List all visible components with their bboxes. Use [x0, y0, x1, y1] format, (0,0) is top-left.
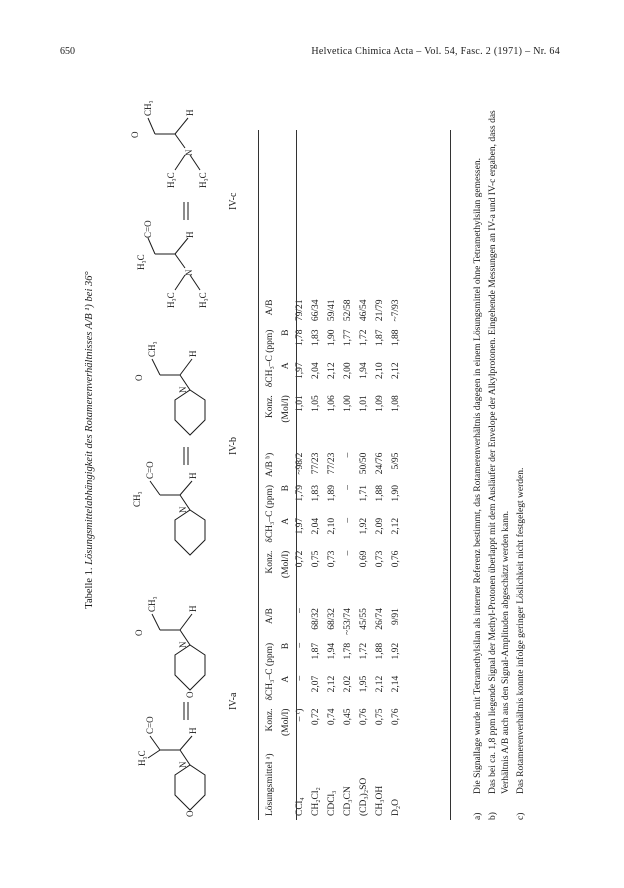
- svg-text:CH₃: CH₃: [143, 100, 153, 116]
- value-cell: 1,06: [327, 395, 337, 412]
- column-gap: [308, 582, 324, 604]
- value-cell: 66/34: [311, 299, 321, 322]
- column-gap: [356, 427, 372, 449]
- value-cell: 46/54: [359, 299, 369, 322]
- solvent-cell: CD₃CN: [343, 786, 353, 816]
- value-cell: 1,71: [359, 484, 369, 502]
- column-gap: [340, 582, 356, 604]
- value-cell: 0,75: [311, 550, 321, 568]
- value-cell: 59/41: [327, 299, 337, 322]
- value-cell: 1,72: [359, 329, 369, 347]
- value-cell: –: [295, 675, 305, 681]
- value-cell: ~7/93: [391, 299, 401, 322]
- svg-text:N: N: [184, 149, 194, 156]
- svg-text:H₃C: H₃C: [166, 172, 176, 188]
- value-cell: 45/55: [359, 608, 369, 630]
- table-caption: [84, 60, 95, 820]
- column-gap: [388, 427, 404, 449]
- column-gap: [372, 582, 388, 604]
- svg-text:H₃C: H₃C: [198, 292, 208, 308]
- svg-text:H: H: [188, 605, 198, 612]
- caption-label: Tabelle 1.: [84, 567, 95, 609]
- svg-text:H: H: [185, 109, 195, 116]
- value-cell: 0,76: [391, 708, 401, 726]
- value-cell: 1,00: [343, 395, 353, 412]
- label-iv-c: IV-c: [228, 192, 239, 210]
- value-cell: 2,04: [311, 362, 321, 379]
- svg-text:H: H: [188, 472, 198, 479]
- footnote-c: c) Das Rotamerenverhältnis konnte infolge geringer Löslichkeit nicht festgelegt werden.: [516, 467, 526, 820]
- svg-text:N: N: [178, 386, 188, 393]
- header-ratio-c: A/B: [265, 299, 275, 316]
- svg-text:C=O: C=O: [143, 220, 153, 238]
- table-row: [324, 295, 340, 820]
- value-cell: 1,01: [359, 395, 369, 412]
- value-cell: 9/91: [391, 608, 401, 625]
- header-unit-c: (Mol/l): [281, 395, 291, 423]
- table-row: [340, 295, 356, 820]
- table-bottom-rule: [450, 130, 451, 820]
- value-cell: 1,78: [343, 642, 353, 660]
- header-conc-c: Konz.: [265, 395, 275, 419]
- header-conc-a: Konz.: [265, 708, 275, 732]
- value-cell: 1,05: [311, 395, 321, 412]
- header-unit-b: (Mol/l): [281, 550, 291, 579]
- page-number: 650: [60, 46, 75, 57]
- header-ratio-b: A/B ᵇ): [265, 452, 275, 477]
- header-shift-b: δCH₃–C (ppm): [265, 484, 275, 543]
- value-cell: 0,76: [391, 550, 401, 568]
- solvent-cell: D₂O: [391, 798, 401, 816]
- value-cell: 2,04: [311, 517, 321, 535]
- column-gap: [292, 427, 308, 449]
- value-cell: 1,83: [311, 484, 321, 502]
- value-cell: 2,12: [391, 517, 401, 535]
- label-iv-b: IV-b: [228, 437, 239, 455]
- value-cell: 1,92: [391, 642, 401, 660]
- value-cell: 79/21: [295, 299, 305, 322]
- value-cell: 0,74: [327, 708, 337, 726]
- table-top-rule: [258, 130, 259, 820]
- solvent-cell: CH₂Cl₂: [311, 787, 321, 816]
- solvent-cell: CCl₄: [295, 797, 305, 816]
- value-cell: –: [295, 642, 305, 648]
- value-cell: 0,72: [295, 550, 305, 568]
- header-shift-c: δCH₃–C (ppm): [265, 329, 275, 388]
- value-cell: 1,88: [375, 484, 385, 502]
- value-cell: ~53/74: [343, 608, 353, 635]
- footnote-a: a) Die Signallage wurde mit Tetramethylsilan als interner Referenz bestimmt, das Rotamerenverhältnis dagegen in einem Lösungsmittel ohne Tetramethylsilan gemessen.: [473, 158, 483, 820]
- table-header-row-1: [260, 295, 276, 820]
- value-cell: 1,97: [295, 517, 305, 535]
- structure-iv-b: [100, 315, 250, 565]
- value-cell: – ᶜ): [295, 708, 305, 722]
- rotated-table-block: [80, 60, 560, 820]
- value-cell: 1,87: [311, 642, 321, 660]
- table-row: [308, 295, 324, 820]
- svg-text:C=O: C=O: [145, 461, 155, 479]
- value-cell: 2,12: [375, 675, 385, 693]
- value-cell: 0,73: [375, 550, 385, 568]
- value-cell: 0,73: [327, 550, 337, 568]
- header-b-a: B: [281, 642, 291, 650]
- value-cell: 1,01: [295, 395, 305, 412]
- value-cell: 2,09: [375, 517, 385, 535]
- column-gap: [356, 582, 372, 604]
- solvent-cell: CDCl₃: [327, 790, 337, 816]
- value-cell: 1,83: [311, 329, 321, 347]
- svg-text:N: N: [178, 761, 188, 768]
- value-cell: 2,10: [327, 517, 337, 535]
- header-shift-a: δCH₃–C (ppm): [265, 642, 275, 701]
- value-cell: 1,95: [359, 675, 369, 693]
- svg-text:C=O: C=O: [145, 716, 155, 734]
- value-cell: 1,72: [359, 642, 369, 660]
- value-cell: 1,88: [391, 329, 401, 347]
- data-table: [260, 295, 404, 820]
- column-gap: [308, 427, 324, 449]
- svg-text:H₃C: H₃C: [136, 254, 146, 270]
- svg-text:O: O: [134, 374, 144, 381]
- value-cell: ~98/2: [295, 452, 305, 475]
- footnotes: [472, 100, 530, 820]
- svg-text:CH₃: CH₃: [147, 341, 157, 357]
- value-cell: 2,00: [343, 362, 353, 379]
- value-cell: 1,08: [391, 395, 401, 412]
- header-unit-a: (Mol/l): [281, 708, 291, 736]
- value-cell: 0,76: [359, 708, 369, 726]
- value-cell: 1,88: [375, 642, 385, 660]
- value-cell: 1,77: [343, 329, 353, 347]
- value-cell: 1,90: [391, 484, 401, 502]
- svg-text:H₃C: H₃C: [166, 292, 176, 308]
- table-row: [292, 295, 308, 820]
- column-gap: [372, 427, 388, 449]
- svg-text:H: H: [188, 727, 198, 734]
- value-cell: –: [343, 550, 353, 556]
- value-cell: 2,12: [391, 362, 401, 379]
- svg-text:CH₃: CH₃: [132, 491, 142, 507]
- svg-text:H₃C: H₃C: [137, 750, 147, 766]
- column-gap: [324, 427, 340, 449]
- svg-text:O: O: [134, 629, 144, 636]
- value-cell: 26/74: [375, 608, 385, 630]
- svg-text:O: O: [130, 131, 140, 138]
- value-cell: –: [295, 608, 305, 613]
- value-cell: 1,92: [359, 517, 369, 535]
- value-cell: 50/50: [359, 452, 369, 475]
- value-cell: –: [343, 517, 353, 523]
- header-ratio-a: A/B: [265, 608, 275, 624]
- value-cell: 1,94: [359, 362, 369, 379]
- value-cell: 77/23: [327, 452, 337, 475]
- value-cell: 0,72: [311, 708, 321, 726]
- table-row: [356, 295, 372, 820]
- value-cell: 24/76: [375, 452, 385, 475]
- footnote-b: b) Das bei ca. 1,8 ppm liegende Signal der Methyl-Protonen überlappt mit dem Ausläufer der Envelope der Alkylprotonen. Eingehende Messungen an IV-a und IV-c ergaben, dass das Verhältnis A/B auch aus den Signal-Amplituden abgeschätzt werden kann.: [488, 110, 511, 820]
- value-cell: 0,69: [359, 550, 369, 568]
- value-cell: 2,10: [375, 362, 385, 379]
- svg-text:O: O: [185, 691, 195, 698]
- column-gap: [388, 582, 404, 604]
- value-cell: –: [343, 484, 353, 490]
- value-cell: 0,75: [375, 708, 385, 726]
- value-cell: 2,02: [343, 675, 353, 693]
- value-cell: 1,89: [327, 484, 337, 502]
- value-cell: 52/58: [343, 299, 353, 322]
- column-gap: [340, 427, 356, 449]
- caption-text: Lösungsmittelabhängigkeit des Rotamerenverhältnisses A/B ¹) bei 36°: [84, 271, 95, 565]
- structure-iv-a: [100, 570, 250, 820]
- svg-text:CH₃: CH₃: [147, 596, 157, 612]
- value-cell: 68/32: [311, 608, 321, 630]
- svg-text:H₃C: H₃C: [198, 172, 208, 188]
- value-cell: 5/95: [391, 452, 401, 470]
- structure-iv-c: [100, 70, 250, 320]
- value-cell: 1,94: [327, 642, 337, 660]
- column-gap: [324, 582, 340, 604]
- value-cell: 77/23: [311, 452, 321, 475]
- svg-text:N: N: [178, 641, 188, 648]
- svg-text:H: H: [185, 231, 195, 238]
- value-cell: –: [343, 452, 353, 458]
- value-cell: 1,79: [295, 484, 305, 502]
- svg-text:N: N: [178, 506, 188, 513]
- value-cell: 1,78: [295, 329, 305, 347]
- header-conc-b: Konz.: [265, 550, 275, 574]
- table-header-row-2: [276, 295, 292, 820]
- svg-text:N: N: [184, 269, 194, 276]
- table-row: [372, 295, 388, 820]
- table-row: [388, 295, 404, 820]
- value-cell: 2,14: [391, 675, 401, 693]
- value-cell: 68/32: [327, 608, 337, 630]
- value-cell: 2,12: [327, 362, 337, 379]
- svg-text:H: H: [188, 350, 198, 357]
- value-cell: 2,12: [327, 675, 337, 693]
- value-cell: 2,07: [311, 675, 321, 693]
- header-a-c: A: [281, 362, 291, 370]
- running-title: Helvetica Chimica Acta – Vol. 54, Fasc. 2 (1971) – Nr. 64: [311, 46, 560, 57]
- header-a-a: A: [281, 675, 291, 683]
- solvent-cell: CH₃OH: [375, 785, 385, 816]
- solvent-cell: (CD₃)₂SO: [359, 777, 369, 816]
- header-b-b: B: [281, 484, 291, 492]
- value-cell: 1,87: [375, 329, 385, 347]
- header-solvent: Lösungsmittel ᵃ): [265, 753, 275, 816]
- column-gap: [292, 582, 308, 604]
- header-b-c: B: [281, 329, 291, 336]
- value-cell: 21/79: [375, 299, 385, 322]
- table-header-rule: [296, 130, 297, 820]
- header-a-b: A: [281, 517, 291, 525]
- value-cell: 0,45: [343, 708, 353, 726]
- svg-text:O: O: [185, 810, 195, 817]
- label-iv-a: IV-a: [228, 692, 239, 710]
- value-cell: 1,90: [327, 329, 337, 347]
- value-cell: 1,09: [375, 395, 385, 412]
- value-cell: 1,97: [295, 362, 305, 379]
- table-body: [292, 295, 404, 820]
